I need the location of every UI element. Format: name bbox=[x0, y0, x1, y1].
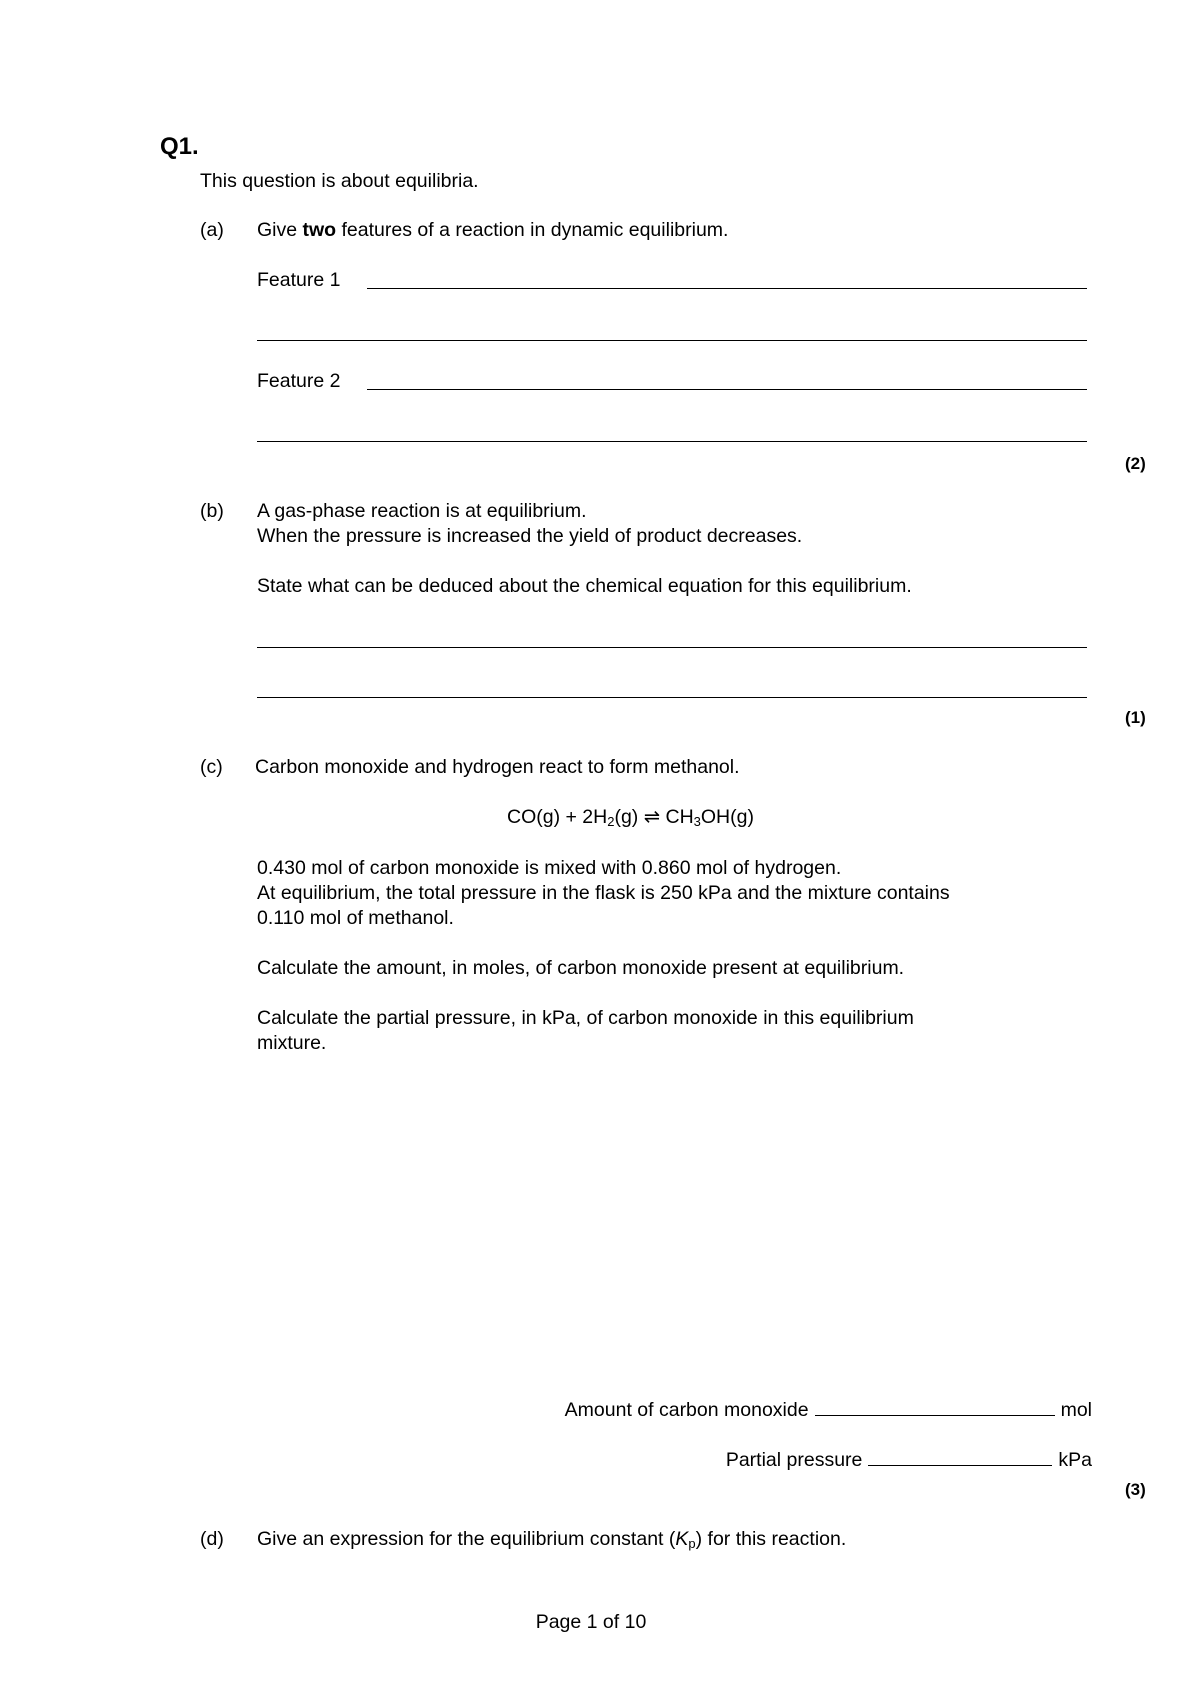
equation-reactants-end: (g) bbox=[614, 806, 644, 828]
part-d-prompt-post: ) for this reaction. bbox=[695, 1528, 847, 1550]
part-c-calc-2-line-1: Calculate the partial pressure, in kPa, of carbon monoxide in this equilibrium bbox=[257, 1007, 914, 1029]
part-a-label: (a) bbox=[200, 219, 224, 241]
part-b-answer-line-2[interactable] bbox=[257, 697, 1087, 698]
kp-subscript: p bbox=[688, 1536, 696, 1551]
feature-1-label: Feature 1 bbox=[257, 269, 341, 291]
amount-co-label: Amount of carbon monoxide bbox=[564, 1399, 809, 1421]
part-d-prompt-pre: Give an expression for the equilibrium constant ( bbox=[257, 1528, 676, 1550]
chemical-equation bbox=[507, 805, 754, 829]
part-d-prompt bbox=[257, 1528, 846, 1551]
part-a-prompt-bold: two bbox=[302, 219, 337, 241]
question-intro: This question is about equilibria. bbox=[200, 170, 479, 192]
equation-product-end: OH(g) bbox=[700, 806, 754, 828]
part-c-info-line-1: 0.430 mol of carbon monoxide is mixed with 0.860 mol of hydrogen. bbox=[257, 857, 842, 879]
part-d-label: (d) bbox=[200, 1528, 224, 1550]
equation-reactants: CO(g) + 2H bbox=[507, 806, 608, 828]
equilibrium-arrow-icon: ⇌ bbox=[643, 806, 661, 828]
part-b-marks: (1) bbox=[1125, 708, 1146, 727]
part-a-marks: (2) bbox=[1125, 454, 1146, 473]
part-b-line-1: A gas-phase reaction is at equilibrium. bbox=[257, 500, 587, 522]
equation-subscript-h2: 2 bbox=[607, 814, 615, 829]
part-c-marks: (3) bbox=[1125, 1480, 1146, 1499]
partial-pressure-answer-row bbox=[726, 1449, 1092, 1472]
equation-product: CH bbox=[660, 806, 694, 828]
part-c-intro: Carbon monoxide and hydrogen react to form methanol. bbox=[255, 756, 740, 778]
feature-1-answer-line[interactable] bbox=[367, 288, 1087, 289]
equation-subscript-ch3: 3 bbox=[693, 814, 701, 829]
feature-1-answer-line-2[interactable] bbox=[257, 340, 1087, 341]
partial-pressure-label: Partial pressure bbox=[725, 1449, 863, 1471]
partial-pressure-answer-line[interactable] bbox=[868, 1464, 1052, 1466]
part-b-prompt: State what can be deduced about the chemical equation for this equilibrium. bbox=[257, 575, 912, 597]
amount-co-answer-row bbox=[565, 1399, 1092, 1422]
part-a-prompt bbox=[257, 219, 728, 242]
part-b-answer-line-1[interactable] bbox=[257, 647, 1087, 648]
part-c-label: (c) bbox=[200, 756, 223, 778]
part-b-label: (b) bbox=[200, 500, 224, 522]
feature-2-answer-line-2[interactable] bbox=[257, 441, 1087, 442]
part-b-line-2: When the pressure is increased the yield of product decreases. bbox=[257, 525, 803, 547]
part-a-prompt-pre: Give bbox=[257, 219, 303, 241]
page-number: Page 1 of 10 bbox=[535, 1611, 647, 1633]
part-a-prompt-post: features of a reaction in dynamic equilibrium. bbox=[336, 219, 729, 241]
feature-2-label: Feature 2 bbox=[257, 370, 341, 392]
part-c-calc-2-line-2: mixture. bbox=[257, 1032, 327, 1054]
amount-co-unit: mol bbox=[1060, 1399, 1092, 1421]
feature-2-answer-line[interactable] bbox=[367, 389, 1087, 390]
part-c-calc-1: Calculate the amount, in moles, of carbon monoxide present at equilibrium. bbox=[257, 957, 905, 979]
partial-pressure-unit: kPa bbox=[1058, 1449, 1092, 1471]
kp-symbol: K bbox=[675, 1528, 689, 1550]
part-c-info-line-2: At equilibrium, the total pressure in the flask is 250 kPa and the mixture contains bbox=[257, 882, 950, 904]
question-number: Q1. bbox=[160, 133, 199, 160]
amount-co-answer-line[interactable] bbox=[815, 1414, 1055, 1416]
part-c-info-line-3: 0.110 mol of methanol. bbox=[257, 907, 454, 929]
